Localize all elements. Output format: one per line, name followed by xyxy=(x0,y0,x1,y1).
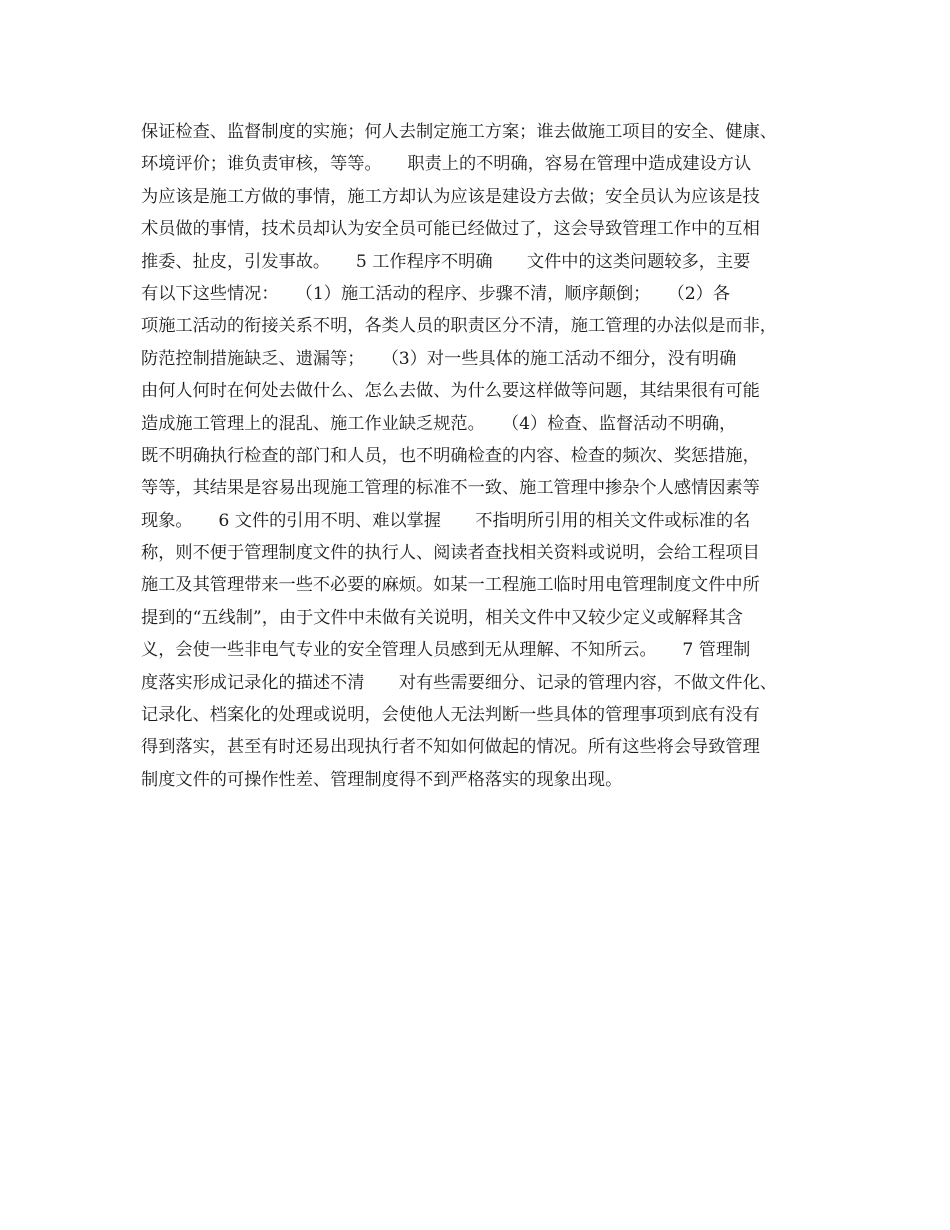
text-line: 度落实形成记录化的描述不清 对有些需要细分、记录的管理内容，不做文件化、 xyxy=(141,672,777,693)
text-line: 称，则不便于管理制度文件的执行人、阅读者查找相关资料或说明，会给工程项目 xyxy=(141,543,760,564)
text-line: 记录化、档案化的处理或说明，会使他人无法判断一些具体的管理事项到底有没有 xyxy=(141,705,760,726)
text-line: 环境评价；谁负责审核，等等。 职责上的不明确，容易在管理中造成建设方认 xyxy=(141,154,752,175)
text-line: 保证检查、监督制度的实施；何人去制定施工方案；谁去做施工项目的安全、健康、 xyxy=(141,122,777,142)
text-line: 造成施工管理上的混乱、施工作业缺乏规范。 （4）检查、监督活动不明确， xyxy=(141,413,737,434)
text-line: 有以下这些情况： （1）施工活动的程序、步骤不清，顺序颠倒； （2）各 xyxy=(141,283,731,304)
text-line: 义，会使一些非电气专业的安全管理人员感到无从理解、不知所云。 7 管理制 xyxy=(141,640,751,661)
text-line: 术员做的事情，技术员却认为安全员可能已经做过了，这会导致管理工作中的互相 xyxy=(141,219,760,240)
text-line: 得到落实，甚至有时还易出现执行者不知如何做起的情况。所有这些将会导致管理 xyxy=(141,737,760,758)
text-line: 防范控制措施缺乏、遗漏等； （3）对一些具体的施工活动不细分，没有明确 xyxy=(141,348,737,369)
text-line: 提到的“五线制”，由于文件中未做有关说明，相关文件中又较少定义或解释其含 xyxy=(141,607,743,628)
text-line: 由何人何时在何处去做什么、怎么去做、为什么要这样做等问题，其结果很有可能 xyxy=(141,381,760,402)
text-line: 既不明确执行检查的部门和人员，也不明确检查的内容、检查的频次、奖惩措施， xyxy=(141,445,760,466)
text-line: 推委、扯皮，引发事故。 5 工作程序不明确 文件中的这类问题较多，主要 xyxy=(141,251,751,272)
text-line: 为应该是施工方做的事情，施工方却认为应该是建设方去做；安全员认为应该是技 xyxy=(141,186,760,207)
text-line: 项施工活动的衔接关系不明，各类人员的职责区分不清，施工管理的办法似是而非， xyxy=(141,316,777,337)
text-line: 制度文件的可操作性差、管理制度得不到严格落实的现象出现。 xyxy=(141,769,623,790)
text-line: 施工及其管理带来一些不必要的麻烦。如某一工程施工临时用电管理制度文件中所 xyxy=(141,575,760,596)
text-line: 等等，其结果是容易出现施工管理的标准不一致、施工管理中掺杂个人感情因素等 xyxy=(141,478,760,499)
body-paragraph xyxy=(141,116,821,796)
text-line: 现象。 6 文件的引用不明、难以掌握 不指明所引用的相关文件或标准的名 xyxy=(141,510,751,531)
